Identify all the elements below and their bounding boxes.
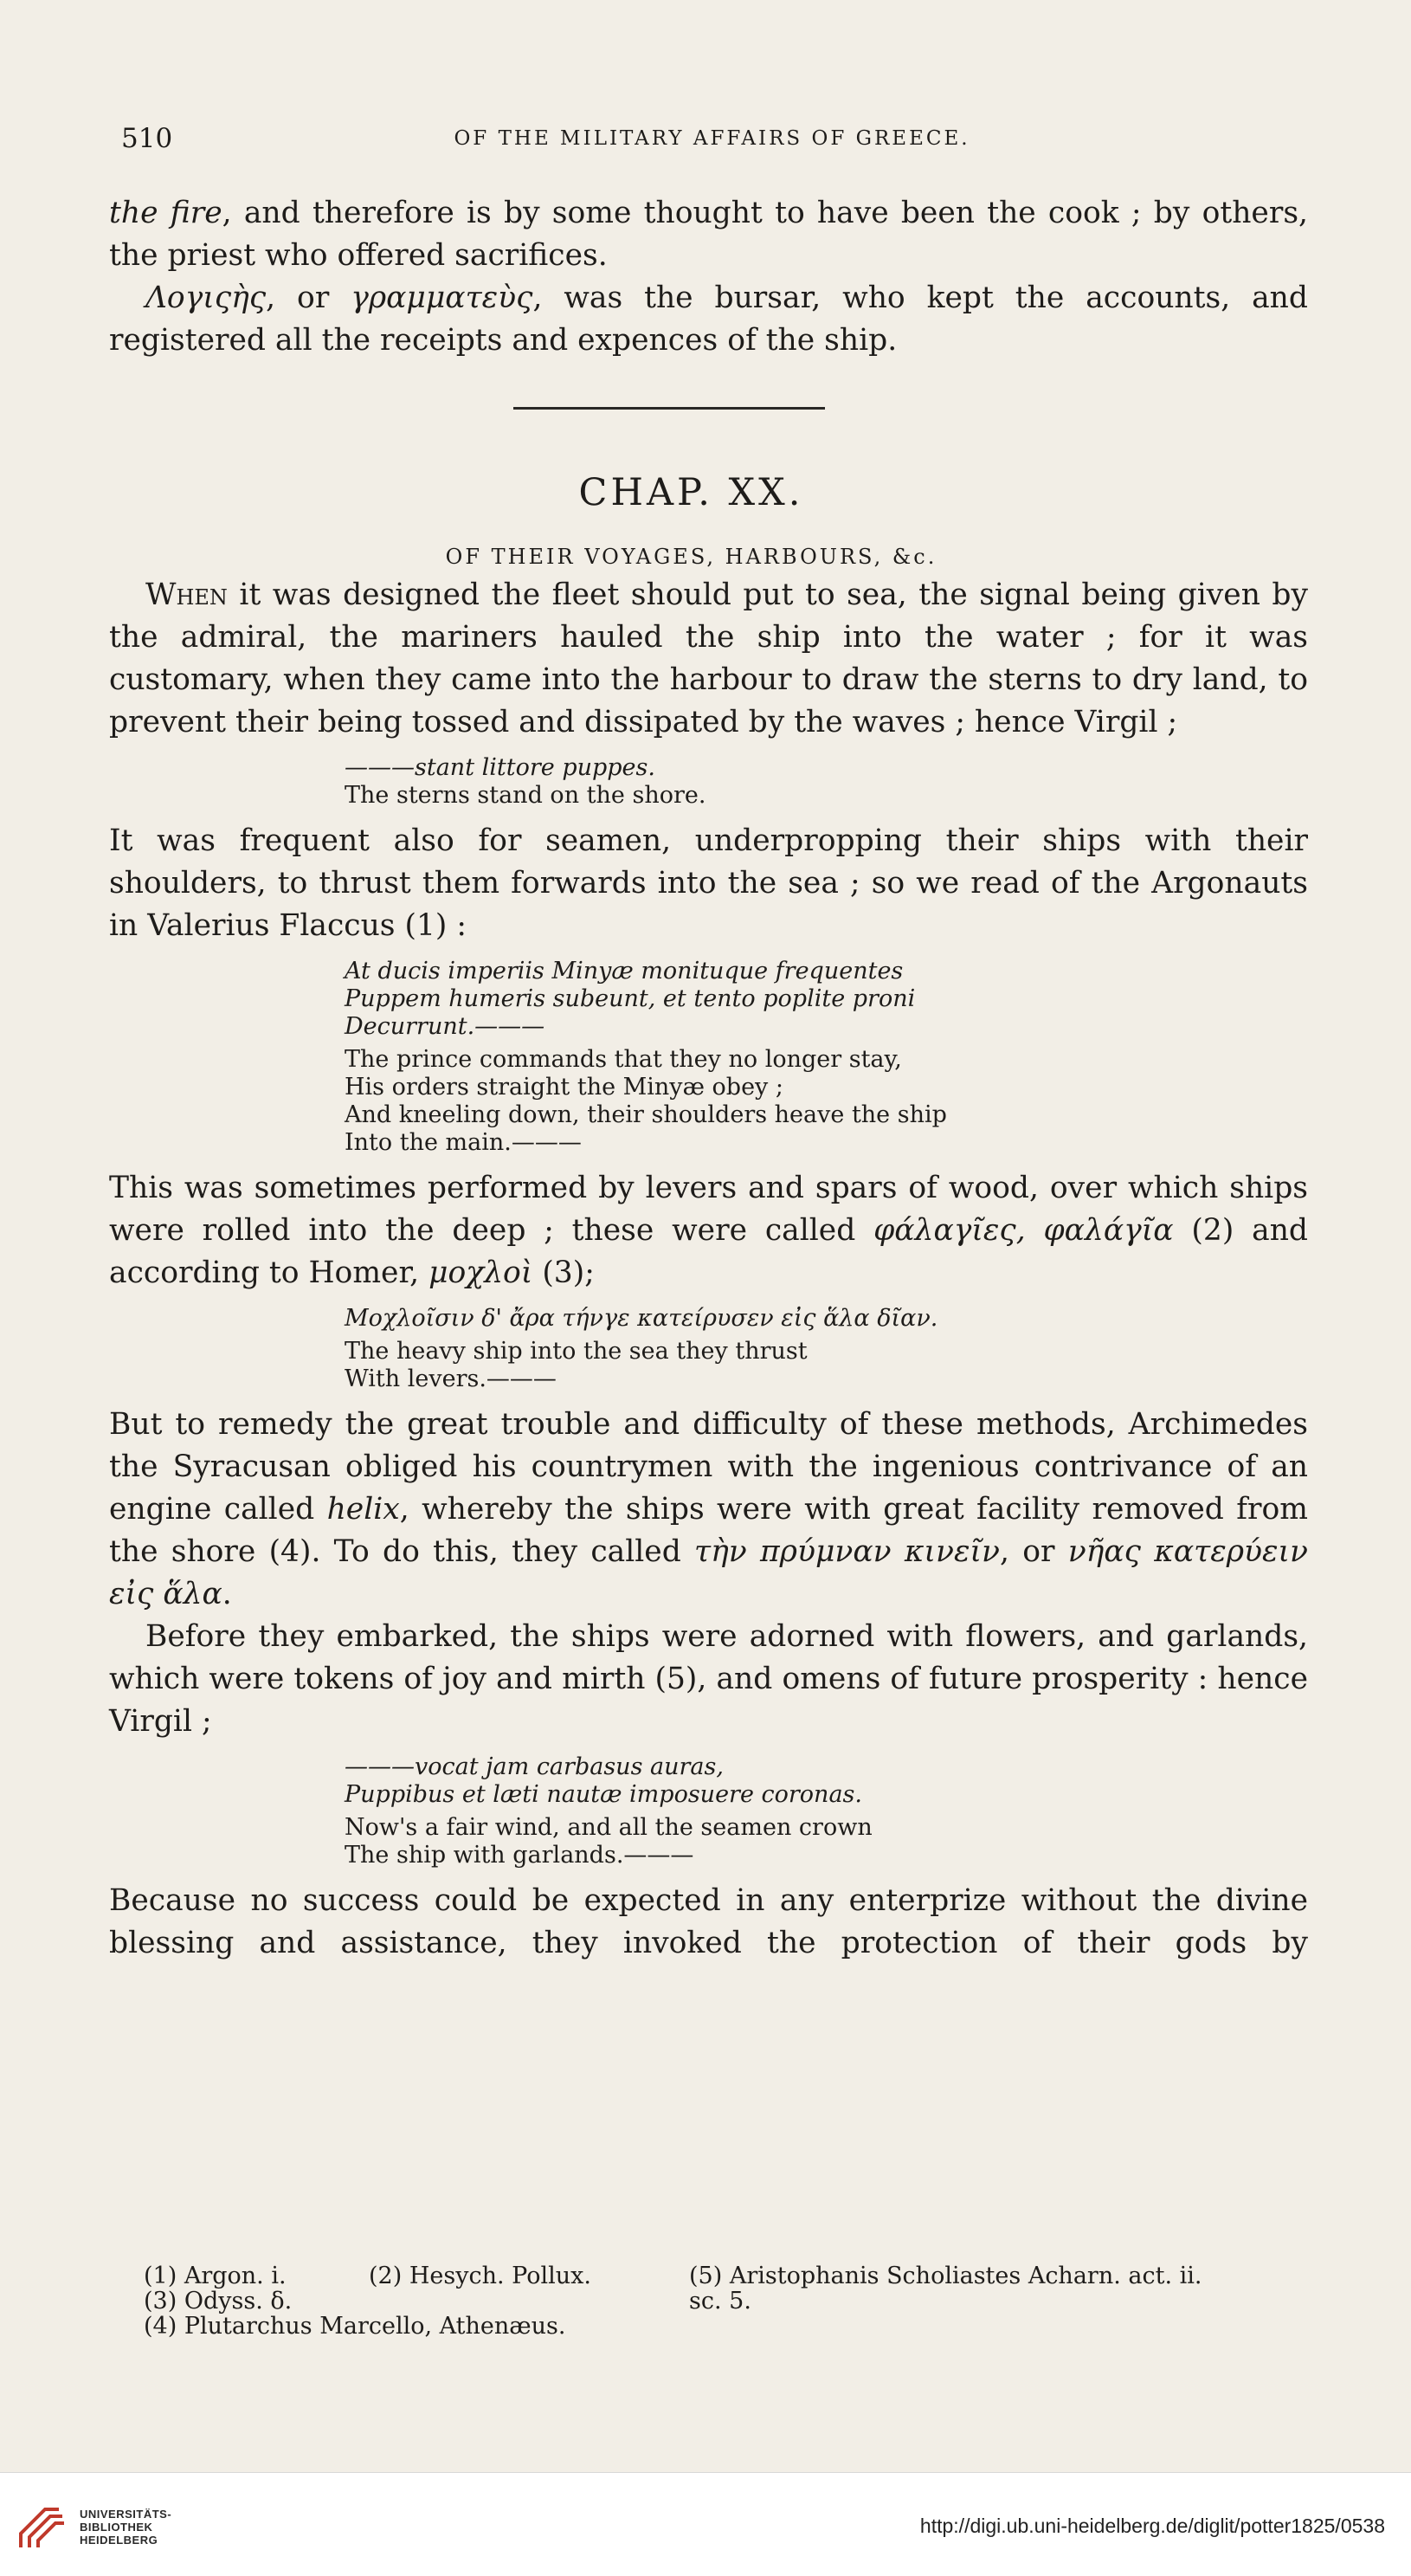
footnote-4: (4) Plutarchus Marcello, Athenæus. (144, 2313, 566, 2340)
text-run: , or (999, 1534, 1068, 1569)
page-number: 510 (121, 123, 173, 154)
logistes-paragraph (109, 277, 1308, 362)
greek-term: Λογιςὴς (145, 281, 267, 315)
english-line: His orders straight the Minyæ obey ; (345, 1074, 783, 1101)
text-run: (2) and according to Homer, (109, 1213, 1308, 1290)
university-library-logo-icon (14, 2499, 68, 2553)
greek-line: Μοχλοῖσιν δ' ἄρα τήνγε κατείρυσεν εἰς ἅλα δῖαν. (345, 1305, 938, 1332)
footnote-row (144, 2314, 1269, 2339)
text-run: But to remedy the great trouble and difficulty of these methods, Archimedes the Syracusan obliged his countrymen with the ingenious contrivance of an engine called (109, 1407, 1308, 1527)
quote-virgil-1 (345, 754, 1308, 810)
text-run: it was designed the fleet should put to sea, the signal being given by the admiral, the mariners hauled the ship into the water ; for it was customary, when they came into the harbour to draw the sterns to dry land, to prevent their being tossed and dissipated by the waves ; hence Virgil ; (109, 578, 1308, 739)
footnote-5-continued: sc. 5. (689, 2288, 751, 2315)
library-name-line: UNIVERSITÄTS- (80, 2508, 172, 2521)
english-line: The ship with garlands.——— (345, 1842, 694, 1869)
latin-line: ———stant littore puppes. (345, 754, 655, 781)
latin-line: Puppibus et læti nautæ imposuere coronas. (345, 1781, 862, 1808)
quote-valerius (345, 958, 1308, 1157)
permalink-url[interactable]: http://digi.ub.uni-heidelberg.de/diglit/potter1825/0538 (919, 2515, 1385, 2537)
english-line: The sterns stand on the shore. (345, 782, 706, 809)
footnotes (144, 2263, 1269, 2339)
chapter-subtitle: OF THEIR VOYAGES, HARBOURS, &c. (445, 545, 937, 569)
english-line: The heavy ship into the sea they thrust (345, 1338, 808, 1365)
page-body (109, 192, 1308, 1965)
footnote-3: (3) Odyss. δ. (144, 2288, 293, 2315)
footnote-2: (2) Hesych. Pollux. (369, 2263, 591, 2289)
quote-homer (345, 1305, 1308, 1393)
viewer-footer-bar (0, 2472, 1411, 2576)
text-run: . (222, 1577, 232, 1611)
paragraph-archimedes (109, 1404, 1308, 1616)
greek-term: μοχλοὶ (428, 1256, 533, 1290)
library-name-line: BIBLIOTHEK (80, 2521, 153, 2534)
opening-paragraph (109, 192, 1308, 277)
latin-line: At ducis imperiis Minyæ monituque frequentes (345, 958, 904, 985)
greek-term: τὴν πρύμναν κινεῖν (694, 1534, 1000, 1569)
paragraph-launching (109, 574, 1308, 744)
paragraph-levers (109, 1167, 1308, 1294)
text-run: , was the bursar, who kept the accounts, and registered all the receipts and expences of the ship. (109, 281, 1308, 358)
latin-line: Puppem humeris subeunt, et tento poplite proni (345, 985, 916, 1012)
library-name (80, 2508, 171, 2547)
english-line: The prince commands that they no longer stay, (345, 1046, 902, 1073)
italic-term: helix (326, 1492, 400, 1527)
footnote-1: (1) Argon. i. (144, 2263, 287, 2289)
italic-phrase: the fire (109, 196, 222, 230)
greek-term: φάλαγῖες, φαλάγῖα (873, 1213, 1174, 1248)
paragraph-garlands: Before they embarked, the ships were adorned with flowers, and garlands, which were tokens of joy and mirth (5), and omens of future prosperity : hence Virgil ; (109, 1619, 1308, 1739)
running-title: OF THE MILITARY AFFAIRS OF GREECE. (454, 127, 970, 150)
footnote-row (144, 2263, 1269, 2289)
paragraph-seamen: It was frequent also for seamen, underpropping their ships with their shoulders, to thrust them forwards into the sea ; so we read of the Argonauts in Valerius Flaccus (1) : (109, 823, 1308, 943)
english-line: With levers.——— (345, 1365, 557, 1392)
text-run: , and therefore is by some thought to have been the cook ; by others, the priest who offered sacrifices. (109, 196, 1309, 273)
english-line: And kneeling down, their shoulders heave the ship (345, 1101, 947, 1128)
text-run: , whereby the ships were with great facility removed from the shore (4). To do this, they called (109, 1492, 1308, 1569)
footnote-5: (5) Aristophanis Scholiastes Acharn. act. ii. (689, 2263, 1202, 2289)
quote-virgil-2 (345, 1753, 1308, 1869)
text-run: (3); (532, 1256, 595, 1290)
chapter-title: CHAP. XX. (578, 471, 804, 514)
greek-term: νῆας κατερύειν εἰς ἅλα (109, 1534, 1308, 1611)
latin-line: ———vocat jam carbasus auras, (345, 1753, 724, 1780)
running-head (121, 123, 1303, 158)
chapter-divider (513, 407, 825, 410)
footnote-row (144, 2289, 1269, 2314)
paragraph-blessing: Because no success could be expected in any enterprize without the divine blessing and assistance, they invoked the protection of their gods by (109, 1883, 1308, 1960)
english-line: Into the main.——— (345, 1129, 582, 1156)
latin-line: Decurrunt.——— (345, 1013, 545, 1040)
greek-term: γραμματεὺς (351, 281, 533, 315)
text-run: This was sometimes performed by levers and spars of wood, over which ships were rolled into the deep ; these were called (109, 1171, 1308, 1248)
text-run: , or (266, 281, 351, 315)
drop-word: When (145, 578, 228, 612)
english-line: Now's a fair wind, and all the seamen crown (345, 1814, 873, 1841)
library-name-line: HEIDELBERG (80, 2534, 158, 2547)
